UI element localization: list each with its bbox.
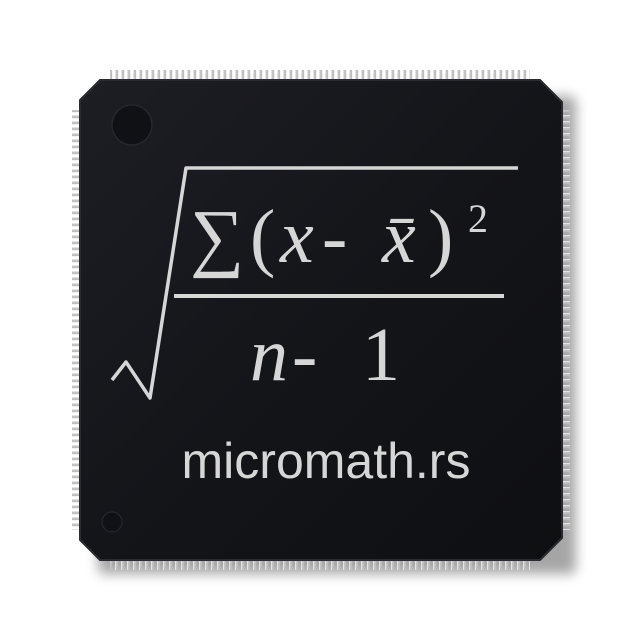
n-variable: n — [250, 313, 288, 397]
denominator-minus: - — [292, 313, 337, 397]
sigma-symbol: ∑ — [190, 195, 245, 279]
one-constant: 1 — [362, 313, 400, 397]
corner-dimple — [102, 512, 122, 532]
close-paren: ) — [428, 195, 454, 279]
open-paren: ( — [250, 195, 276, 279]
numerator-minus: - — [322, 195, 367, 279]
fraction-bar — [174, 294, 504, 298]
x-variable: x — [280, 195, 314, 279]
pin-one-dimple — [112, 105, 152, 145]
site-label: micromath.rs — [181, 433, 471, 489]
x-bar-variable: x̄ — [382, 195, 416, 279]
formula-denominator — [250, 313, 400, 397]
exponent: 2 — [468, 196, 488, 241]
formula-numerator — [190, 195, 453, 279]
